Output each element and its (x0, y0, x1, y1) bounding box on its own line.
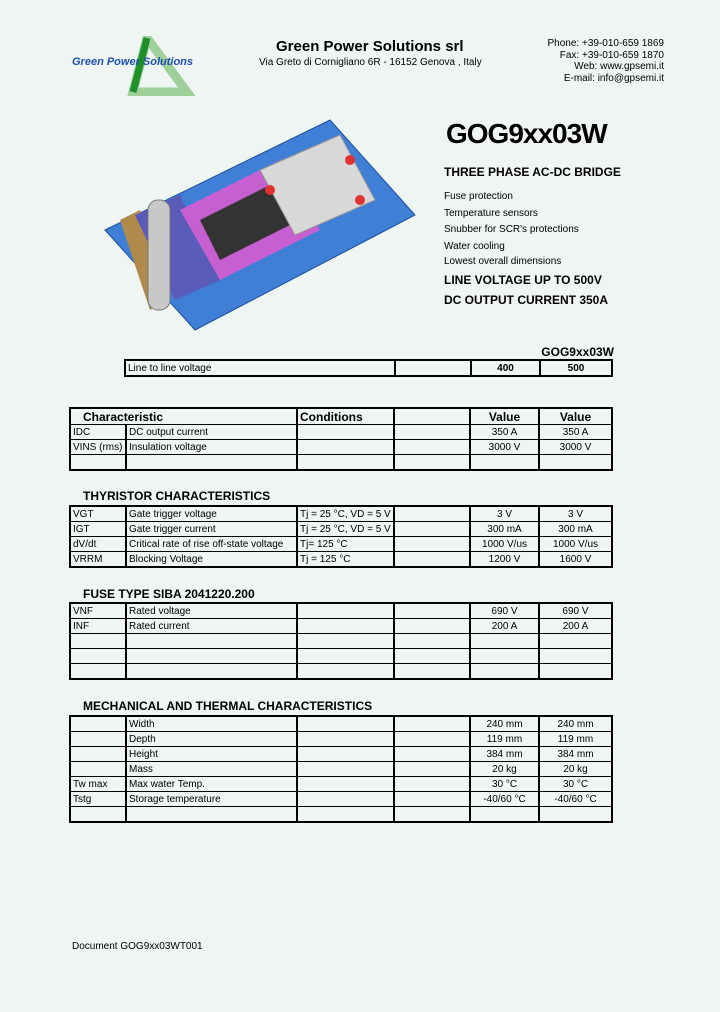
thyristor-title: THYRISTOR CHARACTERISTICS (83, 489, 271, 503)
cell: 200 A (539, 619, 612, 634)
voltage-table-title: GOG9xx03W (541, 345, 614, 359)
cell: 3 V (470, 506, 539, 522)
cell: Tw max (70, 777, 126, 792)
cell: Gate trigger current (126, 522, 297, 537)
table-row (70, 506, 612, 522)
cell (126, 807, 297, 823)
feature: Water cooling (444, 241, 505, 252)
cell: 30 °C (539, 777, 612, 792)
table-row (70, 716, 612, 732)
cell (297, 807, 394, 823)
company-name: Green Power Solutions srl (276, 38, 464, 55)
cell (297, 619, 394, 634)
company-address: Via Greto di Cornigliano 6R - 16152 Genova , Italy (259, 57, 482, 68)
cell: Critical rate of rise off-state voltage (126, 537, 297, 552)
cell: 3000 V (470, 440, 539, 455)
product-code: GOG9xx03W (446, 118, 607, 149)
table-row (70, 732, 612, 747)
voltage-value: 400 (471, 360, 540, 376)
cell (297, 455, 394, 471)
table-row (70, 664, 612, 680)
cell: dV/dt (70, 537, 126, 552)
cell: VGT (70, 506, 126, 522)
cell: 300 mA (470, 522, 539, 537)
cell: 690 V (470, 603, 539, 619)
cell (470, 649, 539, 664)
product-subtitle: THREE PHASE AC-DC BRIDGE (444, 165, 621, 179)
cell: 30 °C (470, 777, 539, 792)
cell (126, 634, 297, 649)
cell: 119 mm (539, 732, 612, 747)
cell (70, 747, 126, 762)
cell: Tj = 125 °C (297, 552, 394, 568)
header-value: Value (470, 408, 539, 425)
table-row (70, 792, 612, 807)
cell: 1000 V/us (539, 537, 612, 552)
cell: 240 mm (539, 716, 612, 732)
cell (297, 603, 394, 619)
phone: Phone: +39-010-659 1869 (547, 38, 664, 49)
voltage-value: 500 (540, 360, 612, 376)
cell: Gate trigger voltage (126, 506, 297, 522)
cell (70, 762, 126, 777)
characteristics-table (69, 407, 613, 471)
fax: Fax: +39-010-659 1870 (559, 49, 664, 61)
logo-text: Green Power Solutions (72, 56, 194, 68)
header-conditions: Conditions (297, 408, 394, 425)
cell (70, 807, 126, 823)
cell (126, 664, 297, 680)
cell (297, 777, 394, 792)
table-row (70, 522, 612, 537)
cell: 690 V (539, 603, 612, 619)
cell (70, 664, 126, 680)
cell: -40/60 °C (470, 792, 539, 807)
cell (126, 649, 297, 664)
cell (539, 664, 612, 680)
cell (70, 649, 126, 664)
cell: Rated current (126, 619, 297, 634)
voltage-label: Line to line voltage (125, 360, 395, 376)
feature: Lowest overall dimensions (444, 256, 562, 267)
table-row (70, 603, 612, 619)
cell: -40/60 °C (539, 792, 612, 807)
cell: Blocking Voltage (126, 552, 297, 568)
cell (539, 649, 612, 664)
cell: DC output current (126, 425, 297, 440)
cell: Storage temperature (126, 792, 297, 807)
cell: Depth (126, 732, 297, 747)
cell: VNF (70, 603, 126, 619)
cell: 350 A (470, 425, 539, 440)
cell (297, 649, 394, 664)
cell: INF (70, 619, 126, 634)
email-link[interactable]: E-mail: info@gpsemi.it (563, 72, 664, 84)
table-row (70, 440, 612, 455)
cell (470, 807, 539, 823)
cell: Max water Temp. (126, 777, 297, 792)
highlight: DC OUTPUT CURRENT 350A (444, 293, 609, 307)
cell: Tj = 25 °C, VD = 5 V (297, 522, 394, 537)
mechanical-table (69, 715, 613, 823)
fuse-table (69, 602, 613, 680)
cell (539, 807, 612, 823)
cell (297, 716, 394, 732)
mech-title: MECHANICAL AND THERMAL CHARACTERISTICS (83, 699, 373, 713)
cell: 384 mm (470, 747, 539, 762)
thyristor-table (69, 505, 613, 568)
cell: 1200 V (470, 552, 539, 568)
header-characteristic: Characteristic (70, 408, 297, 425)
cell: 20 kg (539, 762, 612, 777)
cell (297, 747, 394, 762)
voltage-table (124, 359, 613, 377)
feature: Snubber for SCR's protections (444, 224, 579, 235)
cell: VINS (rms) (70, 440, 126, 455)
cell (70, 455, 126, 471)
cell: 1000 V/us (470, 537, 539, 552)
table-row (70, 425, 612, 440)
feature: Fuse protection (444, 191, 513, 202)
table-row (70, 777, 612, 792)
cell (70, 732, 126, 747)
table-row (70, 807, 612, 823)
product-image (100, 100, 420, 340)
table-row (70, 649, 612, 664)
cell (297, 792, 394, 807)
cell: Width (126, 716, 297, 732)
cell: 350 A (539, 425, 612, 440)
cell (297, 732, 394, 747)
cell: 1600 V (539, 552, 612, 568)
cell: Tj= 125 °C (297, 537, 394, 552)
cell (539, 634, 612, 649)
cell: Rated voltage (126, 603, 297, 619)
cell (70, 634, 126, 649)
feature: Temperature sensors (444, 208, 538, 219)
table-row (70, 634, 612, 649)
cell: 240 mm (470, 716, 539, 732)
cell: 300 mA (539, 522, 612, 537)
highlight: LINE VOLTAGE UP TO 500V (444, 273, 602, 287)
cell: IDC (70, 425, 126, 440)
table-row (70, 552, 612, 568)
table-row (70, 537, 612, 552)
fuse-title: FUSE TYPE SIBA 2041220.200 (83, 587, 255, 601)
cell (297, 762, 394, 777)
cell: 20 kg (470, 762, 539, 777)
cell: Mass (126, 762, 297, 777)
cell (297, 664, 394, 680)
cell: 119 mm (470, 732, 539, 747)
web-link[interactable]: Web: www.gpsemi.it (574, 61, 664, 72)
contacts (548, 38, 665, 84)
cell (126, 455, 297, 471)
cell: IGT (70, 522, 126, 537)
table-row (70, 762, 612, 777)
document-id: Document GOG9xx03WT001 (72, 941, 203, 952)
cell (470, 455, 539, 471)
cell: VRRM (70, 552, 126, 568)
cell (539, 455, 612, 471)
table-row (70, 747, 612, 762)
cell: Tstg (70, 792, 126, 807)
cell (297, 634, 394, 649)
table-row (70, 455, 612, 471)
cell: 200 A (470, 619, 539, 634)
cell (70, 716, 126, 732)
cell: Height (126, 747, 297, 762)
cell: 3 V (539, 506, 612, 522)
cell (470, 664, 539, 680)
cell (297, 425, 394, 440)
cell: Tj = 25 °C, VD = 5 V (297, 506, 394, 522)
cell (297, 440, 394, 455)
cell: 384 mm (539, 747, 612, 762)
header-value: Value (539, 408, 612, 425)
cell (470, 634, 539, 649)
cell: 3000 V (539, 440, 612, 455)
table-row (70, 619, 612, 634)
cell: Insulation voltage (126, 440, 297, 455)
